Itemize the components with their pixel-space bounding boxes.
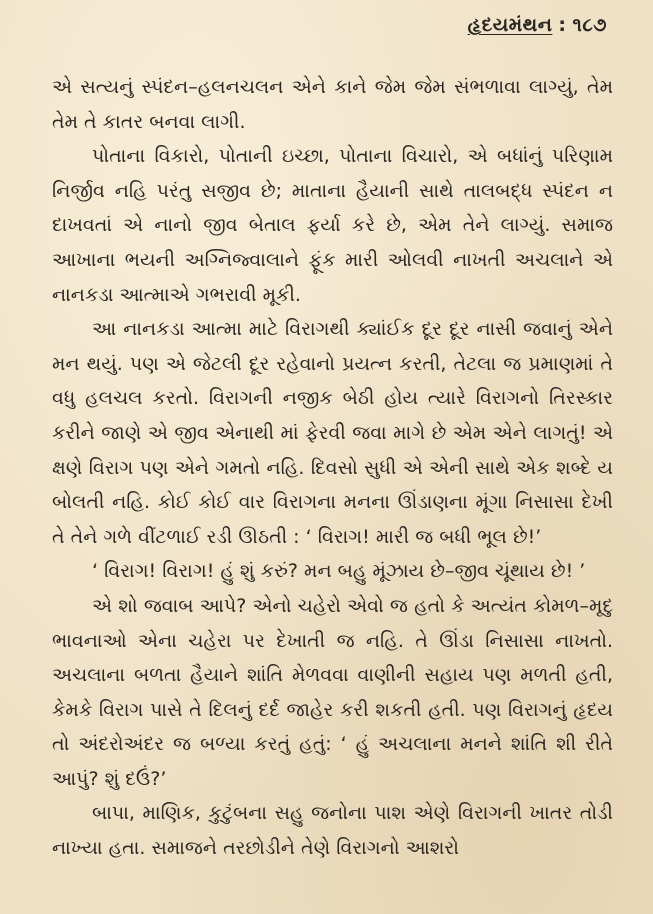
paragraph: એ સત્યનું સ્પંદન–હલનચલન એને કાને જેમ જેમ સંભળાવા લાગ્યું, તેમ તેમ તે કાતર બનવા લાગી. <box>52 76 613 133</box>
paragraph: એ શો જવાબ આપે? એનો ચહેરો એવો જ હતો કે અત્યંત કોમળ–મૃદુ ભાવનાઓ એના ચહેરા પર દેખાતી જ નહિ. તે ઊંડા નિસાસા નાખતો. અચલાના બળતા હૈયાને શાંતિ મેળવવા વાણીની સહાય પણ મળતી હતી, કેમકે વિરાગ પાસે તે દિલનું દર્દ જાહેર કરી શકતી હતી. પણ વિરાગનું હૃદય તો અંદરોઅંદર જ બળ્યા કરતું હતું: ‘ હું અચલાના મનને શાંતિ શી રીતે આપું? શું દઉં?’ <box>52 594 613 790</box>
paragraph: પોતાના વિકારો, પોતાની ઇચ્છા, પોતાના વિચારો, એ બધાંનું પરિણામ નિર્જીવ નહિ પરંતુ સજીવ છે; માતાના હૈયાની સાથે તાલબદ્ધ સ્પંદન ન દાખવતાં એ નાનો જીવ બેતાલ ફર્યા કરે છે, એમ તેને લાગ્યું. સમાજ આખાના ભયની અગ્નિજ્વાલાને ફૂંક મારી ઓલવી નાખતી અચલાને એ નાનકડા આત્માએ ગભરાવી મૂકી. <box>52 145 613 306</box>
paragraph: ‘ વિરાગ! વિરાગ! હું શું કરું? મન બહુ મૂંઝાય છે–જીવ ચૂંથાય છે! ’ <box>92 560 586 583</box>
page-number: ૧૮૭ <box>572 14 607 36</box>
paragraph: આ નાનકડા આત્મા માટે વિરાગથી ક્યાંઈક દૂર દૂર નાસી જવાનું એને મન થયું. પણ એ જેટલી દૂર રહેવાનો પ્રયત્ન કરતી, તેટલા જ પ્રમાણમાં તે વધુ હલચલ કરતો. વિરાગની નજીક બેઠી હોય ત્યારે વિરાગનો તિરસ્કાર કરીને જાણે એ જીવ એનાથી માં ફેરવી જવા માગે છે એમ એને લાગતું! એ ક્ષણે વિરાગ પણ એને ગમતો નહિ. દિવસો સુધી એ એની સાથે એક શબ્દે ય બોલતી નહિ. કોઈ કોઈ વાર વિરાગના મનના ઊંડાણના મૂંગા નિસાસા દેખી તે તેને ગળે વીંટળાઈ રડી ઊઠતી : ‘ વિરાગ! મારી જ બધી ભૂલ છે!’ <box>52 318 613 548</box>
running-header <box>468 14 607 36</box>
running-header-separator: : <box>558 14 567 36</box>
body-text <box>52 70 613 866</box>
running-header-title: હૃદયમંથન <box>467 14 553 36</box>
paragraph: બાપા, માણિક, કુટુંબના સહુ જનોના પાશ એણે વિરાગની ખાતર તોડી નાખ્યા હતા. સમાજને તરછોડીને તેણે વિરાગનો આશરો <box>52 802 613 860</box>
